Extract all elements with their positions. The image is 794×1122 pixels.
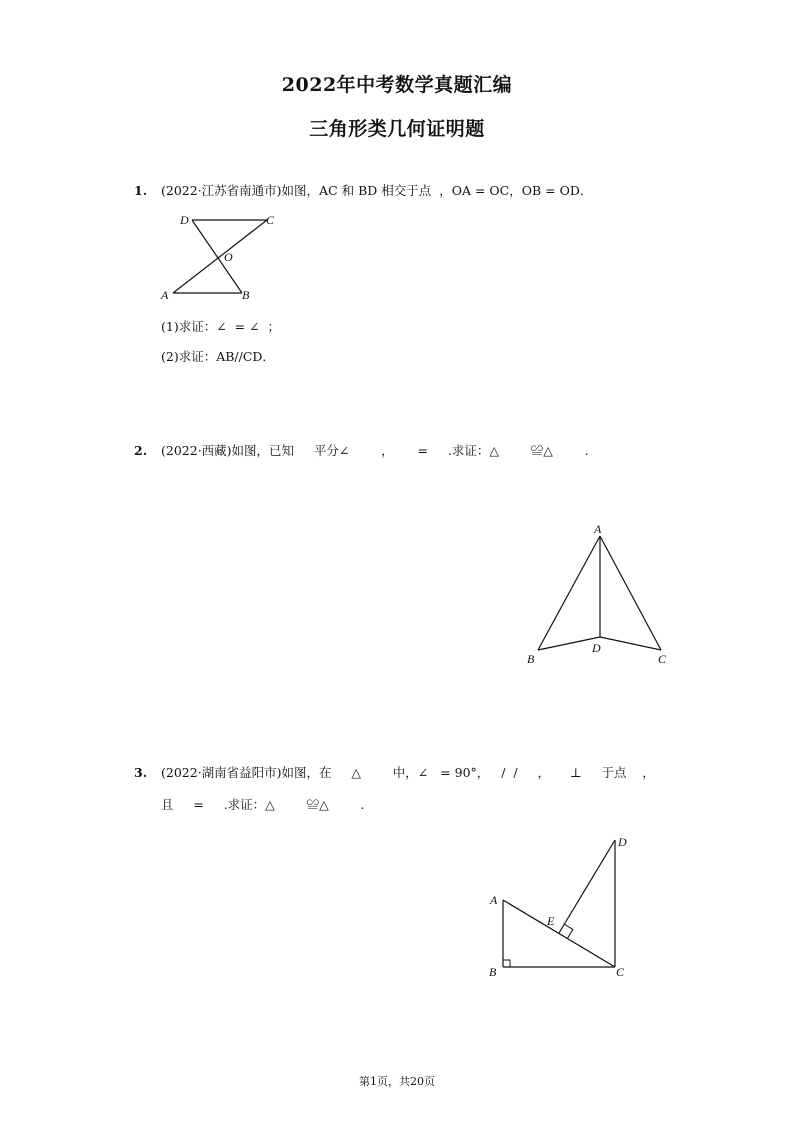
problem-number: 3. — [134, 765, 148, 780]
problem-text-line-2: 且 = .求证：△ ≌△ . — [161, 797, 365, 812]
subpart-2: (2)求证：AB//CD． — [161, 349, 275, 364]
label-A: A — [594, 522, 602, 536]
label-C: C — [658, 652, 667, 666]
label-O: O — [224, 250, 233, 264]
figure-right-triangles — [480, 830, 640, 985]
label-A: A — [490, 893, 498, 907]
problem-number: 2. — [134, 443, 148, 458]
label-B: B — [489, 965, 497, 979]
label-C: C — [266, 213, 275, 227]
label-B: B — [242, 288, 250, 302]
page-footer: 第1页，共20页 — [359, 1075, 435, 1088]
problem-text: (2022·江苏省南通市)如图，AC 和 BD 相交于点 ，OA = OC，OB = OD． — [161, 183, 593, 198]
label-D: D — [592, 641, 601, 655]
problem-text-line-1: (2022·湖南省益阳市)如图，在 △ 中，∠ = 90°， / / ， ⊥ 于点 ， — [161, 765, 655, 780]
figure-kite-triangles — [520, 518, 680, 668]
label-C: C — [616, 965, 625, 979]
label-E: E — [547, 914, 555, 928]
problem-text: (2022·西藏)如图，已知 平分∠ ， = .求证：△ ≌△ . — [161, 443, 589, 458]
label-A: A — [161, 288, 169, 302]
page-title: 2022年中考数学真题汇编 — [281, 74, 513, 96]
page-subtitle: 三角形类几何证明题 — [309, 118, 485, 140]
problem-number: 1. — [134, 183, 148, 198]
label-B: B — [527, 652, 535, 666]
subpart-1: (1)求证：∠ = ∠ ； — [161, 319, 280, 334]
label-D: D — [180, 213, 189, 227]
figure-crossed-triangles — [160, 210, 290, 305]
label-D: D — [618, 835, 627, 849]
